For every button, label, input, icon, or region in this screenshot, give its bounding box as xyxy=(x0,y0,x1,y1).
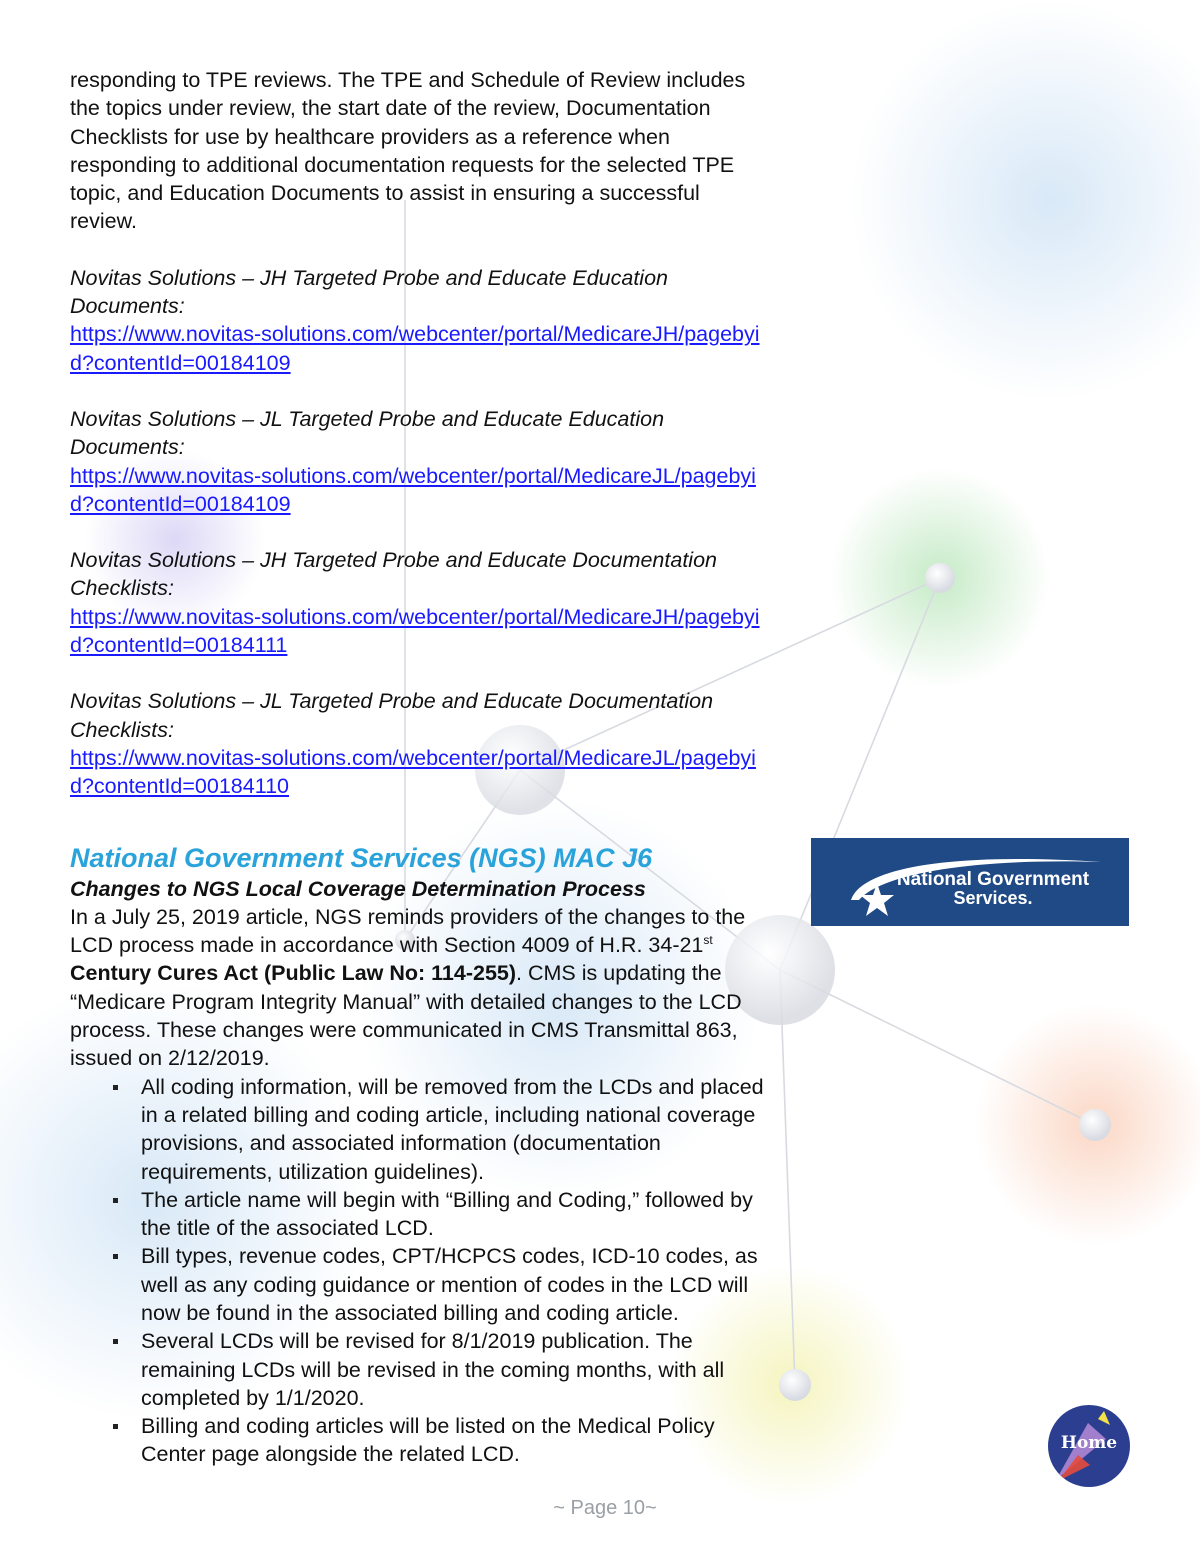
list-item: Several LCDs will be revised for 8/1/2019 publication. The remaining LCDs will be revised in the coming months, with all completed by 1/1/2020. xyxy=(141,1327,770,1412)
reference-jh-education xyxy=(70,264,770,377)
reference-title: Novitas Solutions – JL Targeted Probe and Educate Education Documents: xyxy=(70,406,665,460)
bullet-icon xyxy=(113,1085,118,1090)
reference-link[interactable]: https://www.novitas-solutions.com/webcenter/portal/MedicareJH/pagebyid?contentId=00184111 xyxy=(70,604,760,658)
ngs-bullet-list xyxy=(70,1073,770,1469)
reference-jl-checklists xyxy=(70,687,770,800)
home-button[interactable] xyxy=(1048,1405,1130,1487)
reference-jl-education xyxy=(70,405,770,518)
bullet-icon xyxy=(113,1424,118,1429)
reference-title: Novitas Solutions – JH Targeted Probe and Educate Documentation Checklists: xyxy=(70,548,717,601)
reference-link[interactable]: https://www.novitas-solutions.com/webcenter/portal/MedicareJL/pagebyid?contentId=00184110 xyxy=(70,745,756,799)
logo-text: National Government Services. xyxy=(896,869,1090,908)
list-item: Bill types, revenue codes, CPT/HCPCS codes, ICD-10 codes, as well as any coding guidance or mention of codes in the LCD will now be found in the associated billing and coding article. xyxy=(141,1242,770,1327)
ngs-subheading: Changes to NGS Local Coverage Determination Process xyxy=(70,876,646,901)
home-label: Home xyxy=(1060,1433,1118,1453)
list-item: All coding information, will be removed from the LCDs and placed in a related billing and coding article, including national coverage provisions, and associated information (documentation requirements, utilization guidelines). xyxy=(141,1073,770,1186)
list-item: The article name will begin with “Billing and Coding,” followed by the title of the associated LCD. xyxy=(141,1186,770,1243)
bullet-icon xyxy=(113,1339,118,1344)
ngs-logo xyxy=(811,838,1129,926)
intro-paragraph: responding to TPE reviews. The TPE and Schedule of Review includes the topics under review, the start date of the review, Documentation Checklists for use by healthcare providers as a reference when responding to additional documentation requests for the selected TPE topic, and Education Documents to assist in ensuring a successful review. xyxy=(70,68,746,234)
ngs-body-paragraph: In a July 25, 2019 article, NGS reminds providers of the changes to the LCD process made in accordance with Section 4009 of H.R. 34-21st Century Cures Act (Public Law No: 114-255). CMS is updating the “Medicare Program Integrity Manual” with detailed changes to the LCD process. These changes were communicated in CMS Transmittal 863, issued on 2/12/2019. xyxy=(70,904,746,1071)
page-number: ~ Page 10~ xyxy=(553,1497,657,1519)
bullet-icon xyxy=(113,1254,118,1259)
reference-title: Novitas Solutions – JH Targeted Probe and Educate Education Documents: xyxy=(70,265,669,319)
main-content xyxy=(70,66,770,1469)
reference-link[interactable]: https://www.novitas-solutions.com/webcenter/portal/MedicareJL/pagebyid?contentId=00184109 xyxy=(70,463,756,516)
list-item: Billing and coding articles will be listed on the Medical Policy Center page alongside the related LCD. xyxy=(141,1412,770,1469)
ngs-section-heading: National Government Services (NGS) MAC J6 xyxy=(70,842,653,873)
reference-jh-checklists xyxy=(70,546,770,659)
reference-title: Novitas Solutions – JL Targeted Probe and Educate Documentation Checklists: xyxy=(70,689,714,742)
reference-link[interactable]: https://www.novitas-solutions.com/webcenter/portal/MedicareJH/pagebyid?contentId=00184109 xyxy=(70,322,760,375)
bullet-icon xyxy=(113,1198,118,1203)
